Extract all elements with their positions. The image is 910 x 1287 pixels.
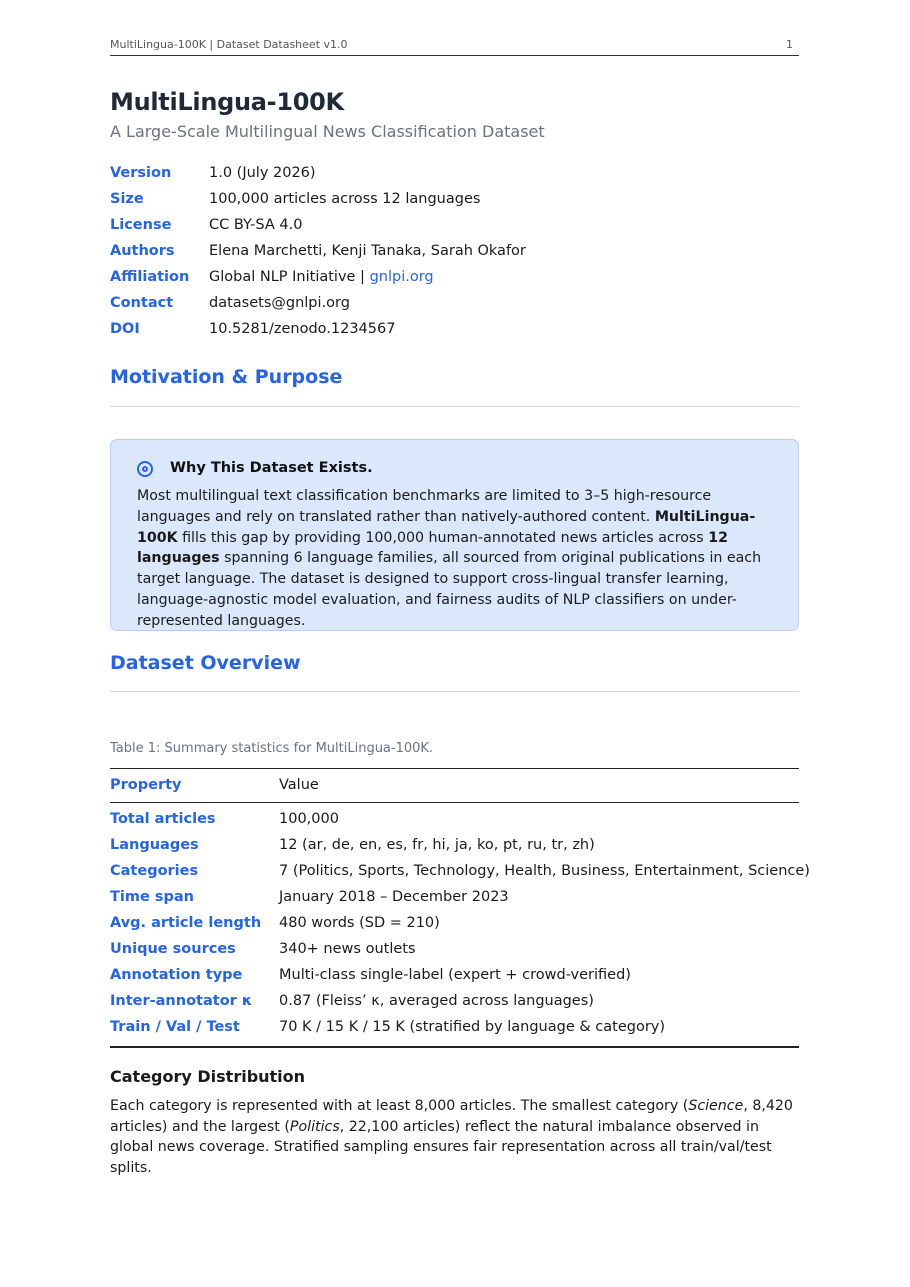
row-property: Languages — [110, 837, 199, 853]
subsection-title: Category Distribution — [110, 1067, 306, 1086]
table-row — [110, 938, 799, 964]
row-property: Inter-annotator κ — [110, 993, 253, 1009]
row-value: 12 (ar, de, en, es, fr, hi, ja, ko, pt, ru, tr, zh) — [279, 837, 595, 853]
callout-title: Why This Dataset Exists. — [170, 460, 373, 476]
row-value: 70 K / 15 K / 15 K (stratified by language & category) — [279, 1019, 666, 1035]
row-value: 480 words (SD = 210) — [279, 915, 440, 931]
table-row — [110, 808, 799, 834]
row-property: Unique sources — [110, 941, 236, 957]
meta-label: DOI — [110, 321, 140, 337]
paragraph-part: , 22,100 articles) reflect the natural imbalance observed in global news coverage. Stratified sampling ensures fair representation across all train/val/test splits. — [110, 1118, 772, 1176]
row-value: January 2018 – December 2023 — [279, 889, 509, 905]
table-row — [110, 1016, 799, 1042]
row-value: 340+ news outlets — [279, 941, 416, 957]
table-row — [110, 990, 799, 1016]
meta-value: 100,000 articles across 12 languages — [209, 191, 481, 207]
meta-label: Affiliation — [110, 269, 190, 285]
page-number: 1 — [786, 38, 793, 51]
meta-value — [209, 269, 434, 285]
paragraph-emphasis: Science — [688, 1098, 744, 1114]
page-subtitle: A Large-Scale Multilingual News Classification Dataset — [110, 122, 545, 141]
section-divider — [110, 691, 799, 692]
affiliation-link[interactable]: gnlpi.org — [369, 269, 434, 285]
meta-value: Elena Marchetti, Kenji Tanaka, Sarah Okafor — [209, 243, 526, 259]
row-property: Train / Val / Test — [110, 1019, 240, 1035]
running-header — [110, 38, 799, 56]
callout-emphasis: MultiLingua-100K — [137, 508, 756, 546]
table-row — [110, 886, 799, 912]
meta-label: Version — [110, 165, 172, 181]
section-title-overview: Dataset Overview — [110, 652, 301, 674]
target-icon — [137, 461, 153, 477]
row-value: 100,000 — [279, 811, 339, 827]
meta-version — [110, 165, 799, 191]
paragraph-part: Each category is represented with at least 8,000 articles. The smallest category ( — [110, 1098, 689, 1114]
row-property: Categories — [110, 863, 199, 879]
category-paragraph — [110, 1096, 804, 1178]
table-caption: Table 1: Summary statistics for MultiLingua-100K. — [110, 741, 434, 756]
row-value: Multi-class single-label (expert + crowd-verified) — [279, 967, 631, 983]
contact-link[interactable]: datasets@gnlpi.org — [209, 295, 350, 311]
column-header-property: Property — [110, 777, 182, 793]
meta-label: Contact — [110, 295, 174, 311]
meta-size — [110, 191, 799, 217]
row-value: 0.87 (Fleiss’ κ, averaged across languages) — [279, 993, 594, 1009]
row-property: Annotation type — [110, 967, 243, 983]
meta-label: Size — [110, 191, 144, 207]
meta-label: License — [110, 217, 172, 233]
callout-text-part: fills this gap by providing 100,000 human-annotated news articles across — [177, 529, 709, 546]
motivation-callout — [110, 439, 799, 631]
table-row — [110, 912, 799, 938]
callout-text-part: Most multilingual text classification benchmarks are limited to 3–5 high-resource languages and rely on translated rather than natively-authored content. — [137, 488, 712, 525]
row-property: Avg. article length — [110, 915, 262, 931]
meta-value: 1.0 (July 2026) — [209, 165, 316, 181]
section-title-motivation: Motivation & Purpose — [110, 366, 343, 388]
row-value: 7 (Politics, Sports, Technology, Health, Business, Entertainment, Science) — [279, 863, 810, 879]
table-row — [110, 834, 799, 860]
meta-license — [110, 217, 799, 243]
paragraph-emphasis: Politics — [289, 1118, 340, 1135]
callout-text-part: spanning 6 language families, all sourced from original publications in each target language. The dataset is designed to support cross-lingual transfer learning, language-agnostic model evaluation, and fairness audits of NLP classifiers on under-represented languages. — [137, 550, 762, 629]
row-property: Total articles — [110, 811, 216, 827]
table-row — [110, 964, 799, 990]
doi-link[interactable]: 10.5281/zenodo.1234567 — [209, 321, 396, 337]
meta-affiliation — [110, 269, 799, 295]
section-divider — [110, 406, 799, 407]
meta-doi — [110, 321, 799, 347]
callout-heading — [137, 460, 774, 482]
table-header-row — [110, 769, 799, 803]
column-header-value: Value — [279, 777, 319, 793]
affiliation-text: Global NLP Initiative | — [209, 269, 365, 285]
row-property: Time span — [110, 889, 194, 905]
table-row — [110, 860, 810, 886]
metadata-list — [110, 165, 799, 347]
page-title: MultiLingua-100K — [110, 88, 344, 116]
paragraph-part: , 8,420 articles) and the largest ( — [110, 1098, 793, 1135]
summary-table — [110, 768, 810, 1048]
running-title: MultiLingua-100K | Dataset Datasheet v1.0 — [110, 38, 348, 51]
meta-label: Authors — [110, 243, 175, 259]
callout-emphasis: 12 languages — [137, 529, 728, 567]
callout-text — [137, 486, 777, 632]
table-body — [110, 803, 810, 1046]
meta-value: CC BY-SA 4.0 — [209, 217, 303, 233]
meta-authors — [110, 243, 799, 269]
meta-contact — [110, 295, 799, 321]
